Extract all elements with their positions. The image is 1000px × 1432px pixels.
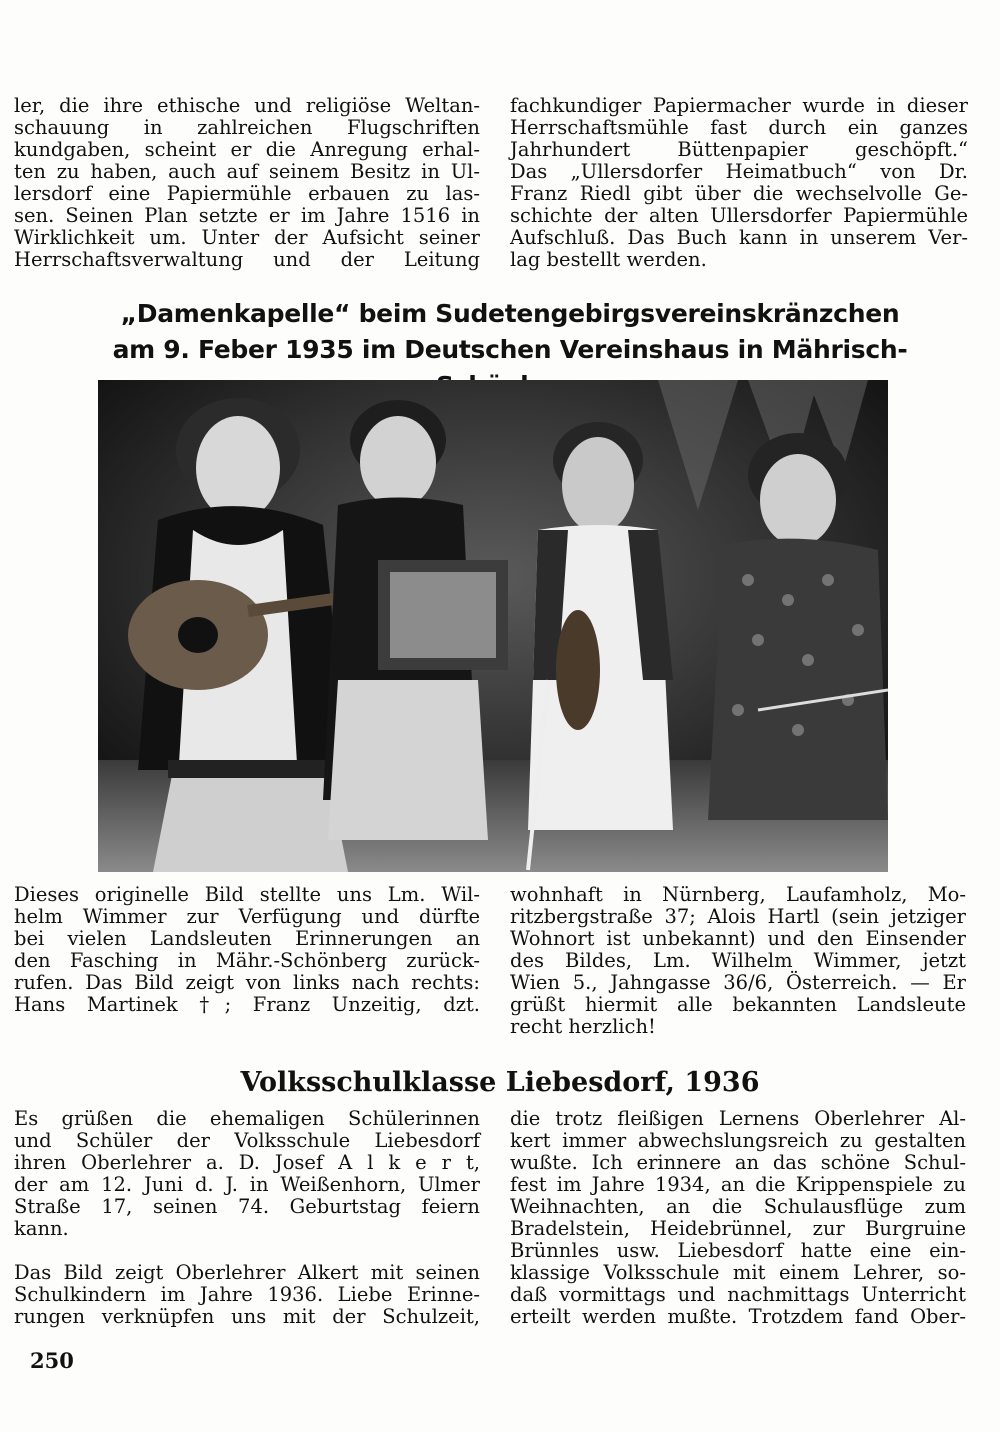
text-line: schichte der alten Ullersdorfer Papiermühle (510, 204, 968, 227)
text-line: grüßt hiermit alle bekannten Landsleute (510, 993, 966, 1016)
text-line: kert immer abwechslungsreich zu gestalten (510, 1129, 966, 1152)
text-line: Weihnachten, an die Schulausflüge zum (510, 1195, 966, 1218)
bottom-left-paragraph-1 (14, 1108, 480, 1240)
text-line: des Bildes, Lm. Wilhelm Wimmer, jetzt (510, 949, 966, 972)
text-line: Herrschaftsmühle fast durch ein ganzes (510, 116, 968, 139)
text-line: Dieses originelle Bild stellte uns Lm. Wil- (14, 883, 480, 906)
text-line: Das „Ullersdorfer Heimatbuch“ von Dr. (510, 160, 968, 183)
text-line: rufen. Das Bild zeigt von links nach rechts: (14, 971, 480, 994)
text-line: Aufschluß. Das Buch kann in unserem Ver- (510, 226, 968, 249)
text-line: recht herzlich! (510, 1015, 656, 1038)
text-line: rungen verknüpfen uns mit der Schulzeit, (14, 1305, 480, 1328)
photo-heading-line2: am 9. Feber 1935 im Deutschen Vereinshaus in Mährisch- (112, 335, 908, 364)
school-heading: Volksschulklasse Liebesdorf, 1936 (240, 1067, 760, 1098)
top-right-column (510, 95, 968, 271)
caption-left-column (14, 884, 480, 1016)
caption-right-column (510, 884, 966, 1038)
text-line: wohnhaft in Nürnberg, Laufamholz, Mo- (510, 883, 966, 906)
page-number: 250 (30, 1348, 74, 1373)
text-line: ten zu haben, auch auf seinem Besitz in Ul- (14, 160, 480, 183)
bottom-right-column (510, 1108, 966, 1328)
text-line: fest im Jahre 1934, an die Krippenspiele zu (510, 1173, 966, 1196)
text-line: Bradelstein, Heidebrünnel, zur Burgruine (510, 1217, 966, 1240)
band-photograph-image (98, 380, 888, 872)
top-left-column (14, 95, 480, 271)
text-line: Wohnort ist unbekannt) und den Einsender (510, 927, 966, 950)
text-line: Hans Martinek †; Franz Unzeitig, dzt. (14, 993, 480, 1016)
text-line: ihren Oberlehrer a. D. Josef A l k e r t, (14, 1151, 480, 1174)
text-line: Schulkindern im Jahre 1936. Liebe Erinne- (14, 1283, 480, 1306)
text-line: kundgaben, scheint er die Anregung erhal- (14, 138, 480, 161)
text-line: Es grüßen die ehemaligen Schülerinnen (14, 1107, 480, 1130)
text-line: Jahrhundert Büttenpapier geschöpft.“ (510, 138, 968, 161)
band-photograph (98, 380, 888, 872)
text-line: Das Bild zeigt Oberlehrer Alkert mit seinen (14, 1261, 480, 1284)
bottom-left-paragraph-2 (14, 1262, 480, 1328)
text-line: lag bestellt werden. (510, 248, 707, 271)
text-line: helm Wimmer zur Verfügung und dürfte (14, 905, 480, 928)
text-line: Herrschaftsverwaltung und der Leitung (14, 248, 480, 271)
text-line: den Fasching in Mähr.-Schönberg zurück- (14, 949, 480, 972)
text-line: ler, die ihre ethische und religiöse Weltan- (14, 94, 480, 117)
text-line: der am 12. Juni d. J. in Weißenhorn, Ulmer (14, 1173, 480, 1196)
text-line: fachkundiger Papiermacher wurde in dieser (510, 94, 968, 117)
text-line: schauung in zahlreichen Flugschriften (14, 116, 480, 139)
text-line: daß vormittags und nachmittags Unterricht (510, 1283, 966, 1306)
text-line: erteilt werden mußte. Trotzdem fand Ober- (510, 1305, 966, 1328)
photo-heading-line1: „Damenkapelle“ beim Sudetengebirgsvereinskränzchen (120, 299, 900, 328)
text-line: Brünnles usw. Liebesdorf hatte eine ein- (510, 1239, 966, 1262)
text-line: Wirklichkeit um. Unter der Aufsicht seiner (14, 226, 480, 249)
text-line: sen. Seinen Plan setzte er im Jahre 1516 in (14, 204, 480, 227)
text-line: ritzbergstraße 37; Alois Hartl (sein jetziger (510, 905, 966, 928)
text-line: bei vielen Landsleuten Erinnerungen an (14, 927, 480, 950)
text-line: die trotz fleißigen Lernens Oberlehrer Al- (510, 1107, 966, 1130)
text-line: Straße 17, seinen 74. Geburtstag feiern (14, 1195, 480, 1218)
text-line: Wien 5., Jahngasse 36/6, Österreich. — Er (510, 971, 966, 994)
text-line: kann. (14, 1217, 69, 1240)
text-line: klassige Volksschule mit einem Lehrer, so- (510, 1261, 966, 1284)
text-line: und Schüler der Volksschule Liebesdorf (14, 1129, 480, 1152)
text-line: Franz Riedl gibt über die wechselvolle Ge- (510, 182, 968, 205)
text-line: wußte. Ich erinnere an das schöne Schul- (510, 1151, 966, 1174)
text-line: lersdorf eine Papiermühle erbauen zu las- (14, 182, 480, 205)
